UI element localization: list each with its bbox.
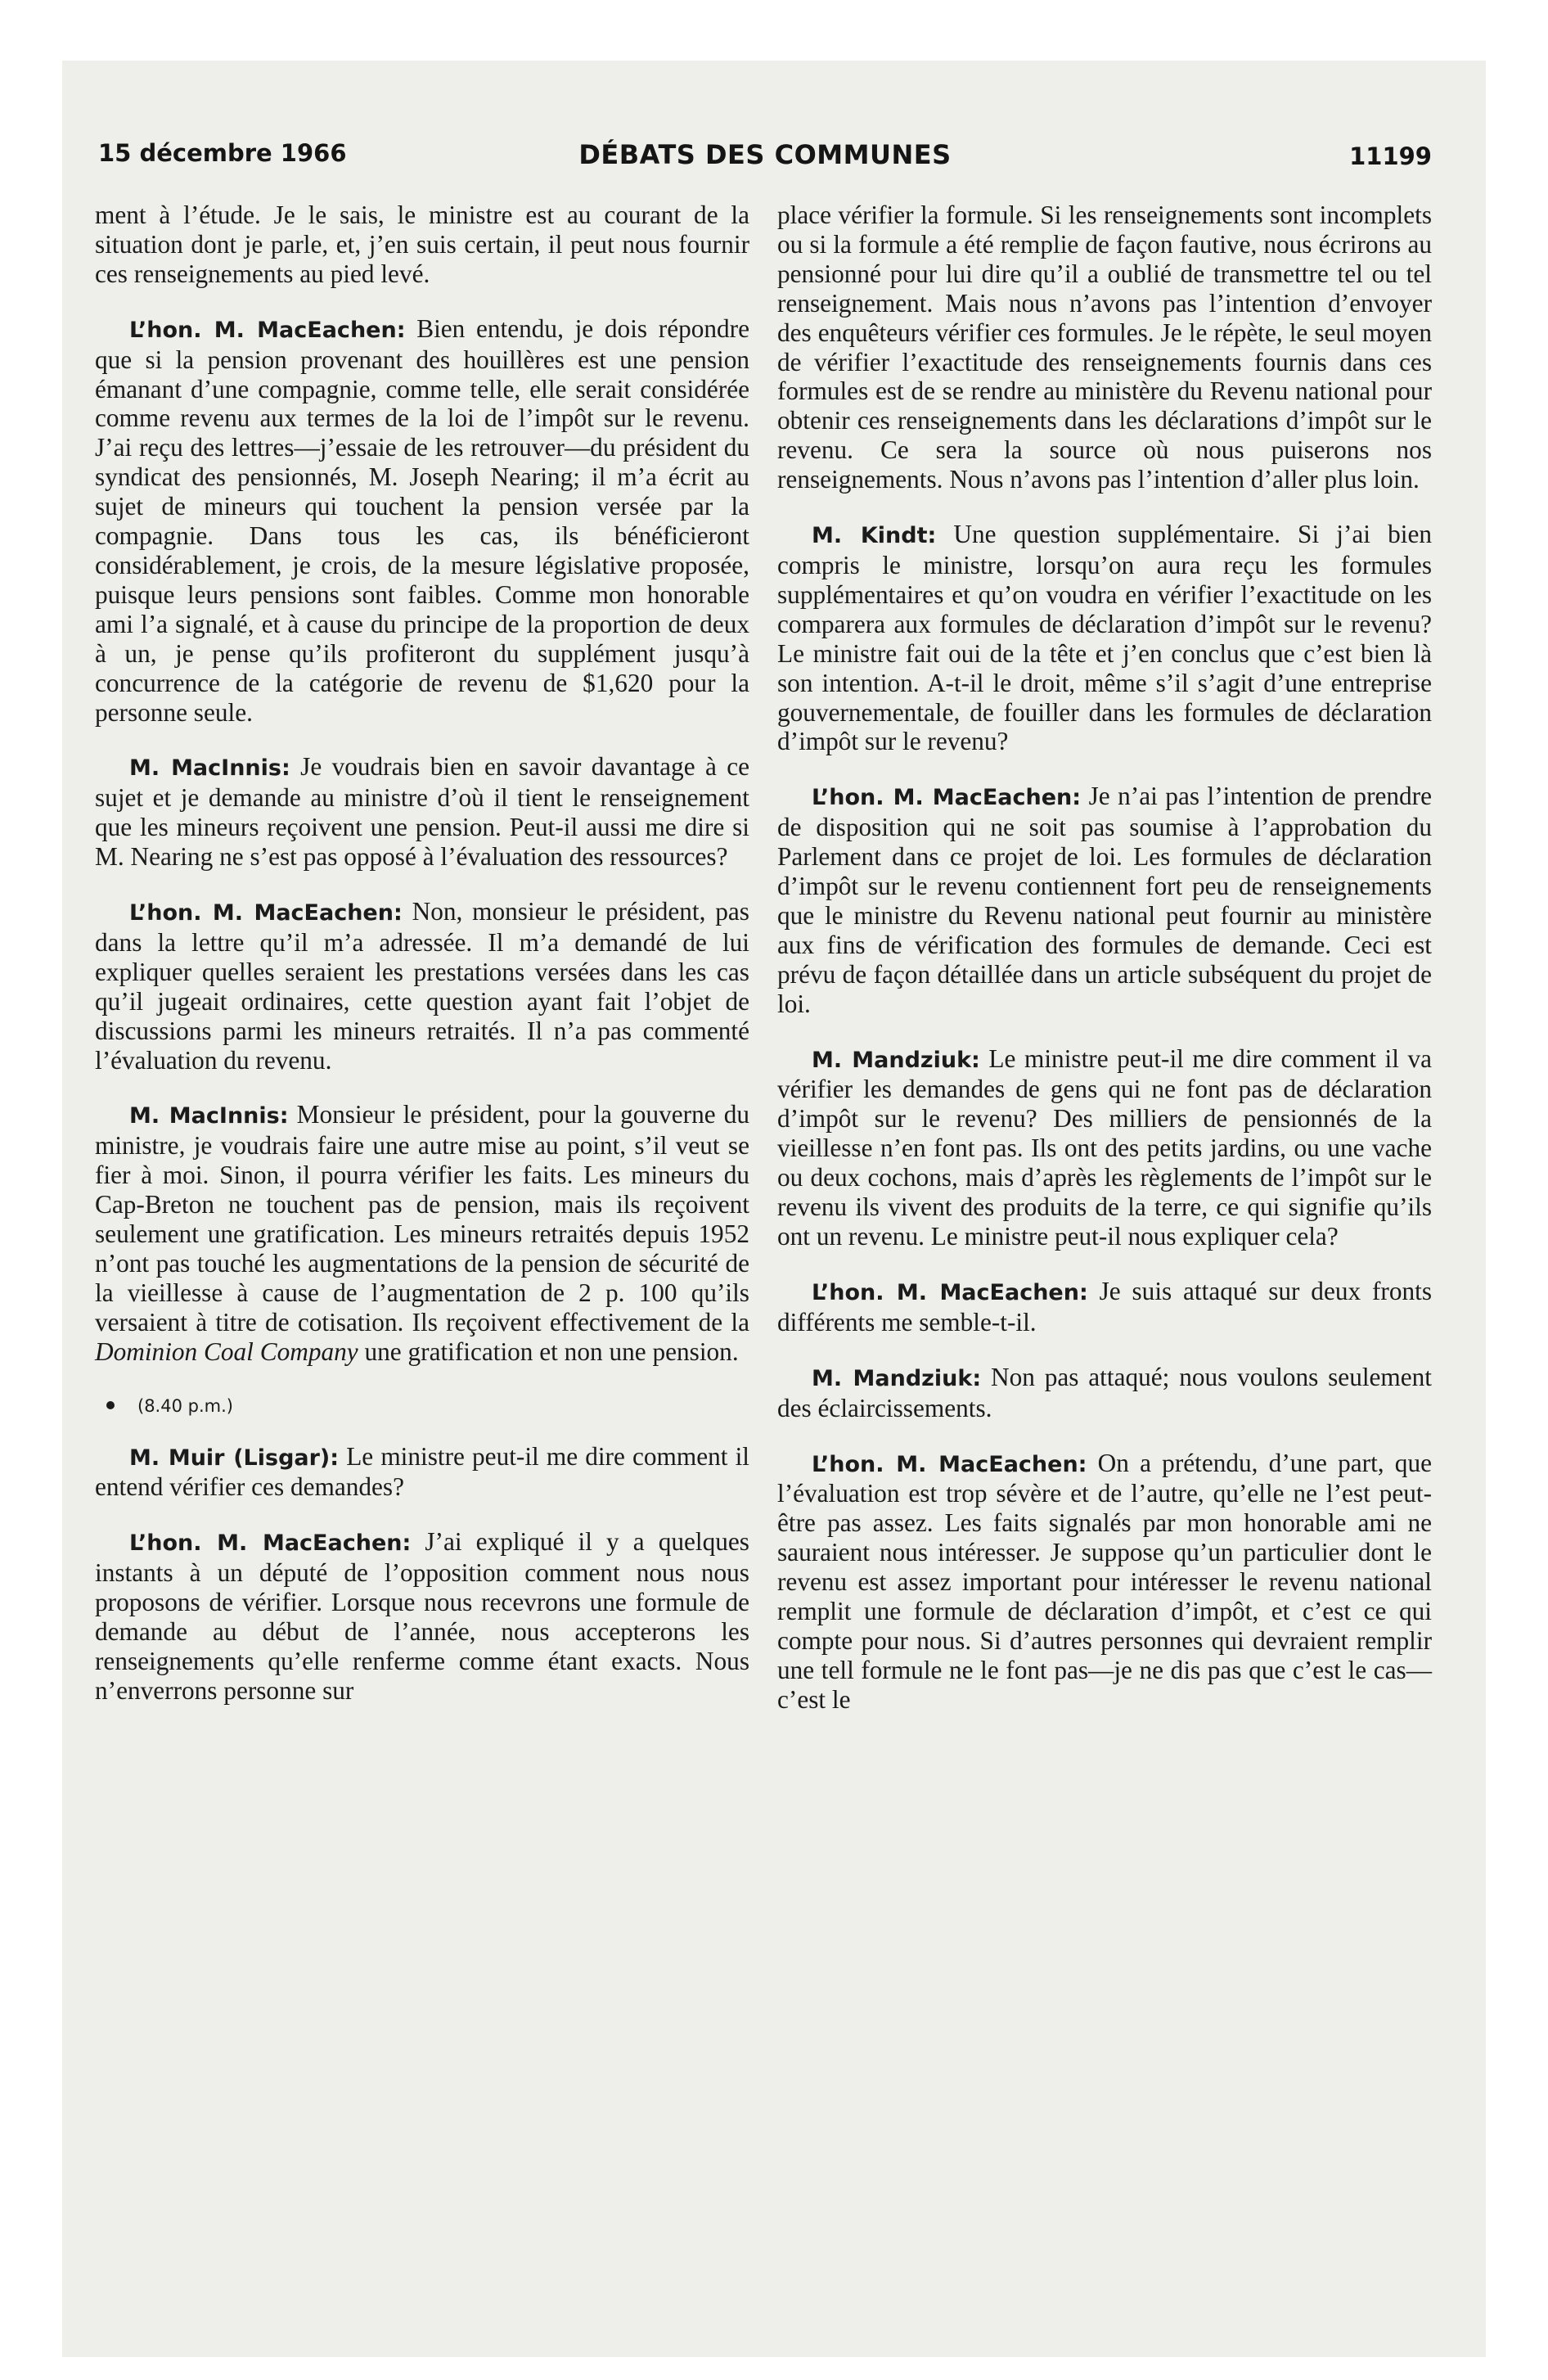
- speaker-name: L’hon. M. MacEachen:: [129, 1530, 412, 1557]
- left-column: [95, 201, 749, 1731]
- page-number: 11199: [1349, 142, 1432, 170]
- paragraph: [777, 520, 1432, 756]
- speech-text: Je n’ai pas l’intention de prendre de disposition qui ne soit pas soumise à l’approbation du Parlement dans ce projet de loi. Les formules de déclaration d’impôt sur le revenu contiennent fort peu de renseignements que le ministre du Revenu national peut fournir au ministère aux fins de vérification des formules de demande. Ceci est prévu de façon détaillée dans un article subséquent du projet de loi.: [777, 782, 1432, 1018]
- speech-text: une gratification et non une pension.: [358, 1336, 739, 1366]
- speech-text: Le ministre peut-il me dire comment il va vérifier les demandes de gens qui ne font pas de déclaration d’impôt sur le revenu? Des milliers de pensionnés de la vieillesse n’en font pas. Ils ont des petits jardins, ou une vache ou deux cochons, mais d’après les règlements de l’impôt sur le revenu ils vivent des produits de la terre, ce qui signifie qu’ils ont un revenu. Le ministre peut-il nous expliquer cela?: [777, 1044, 1432, 1251]
- header-date: 15 décembre 1966: [98, 139, 347, 167]
- paragraph: [777, 1044, 1432, 1251]
- paragraph: [95, 1100, 749, 1366]
- timestamp: [95, 1392, 749, 1422]
- speaker-name: M. MacInnis:: [129, 1103, 289, 1129]
- speaker-name: L’hon. M. MacEachen:: [812, 785, 1082, 811]
- paragraph: [777, 1277, 1432, 1337]
- paragraph: [95, 752, 749, 872]
- speaker-name: L’hon. M. MacEachen:: [129, 900, 403, 926]
- speech-text: Le ministre peut-il me dire comment il entend vérifier ces demandes?: [95, 1441, 749, 1502]
- paragraph: [95, 1442, 749, 1503]
- header-title: DÉBATS DES COMMUNES: [578, 139, 952, 170]
- speech-text: On a prétendu, d’une part, que l’évaluation est trop sévère et de l’autre, qu’elle ne l’est peut-être pas assez. Les faits signalés par mon honorable ami ne sauraient nous intéresser. Je suppose qu’un particulier dont le revenu est assez important pour intéresser le revenu national remplit une formule de déclaration d’impôt, et c’est ce qui compte pour nous. Si d’autres personnes qui devraient remplir une tell formule ne le font pas—je ne dis pas que c’est le cas—c’est le: [777, 1448, 1432, 1714]
- bullet-icon: [106, 1401, 115, 1409]
- paragraph: [95, 1527, 749, 1705]
- paragraph: ment à l’étude. Je le sais, le ministre est au courant de la situation dont je parle, et, j’en suis certain, il peut nous fournir ces renseignements au pied levé.: [95, 201, 749, 288]
- right-column: [777, 201, 1432, 1740]
- speech-text: Monsieur le président, pour la gouverne du ministre, je voudrais faire une autre mise au point, s’il veut se fier à moi. Sinon, il pourra vérifier les faits. Les mineurs du Cap-Breton ne touchent pas de pension, mais ils reçoivent seulement une gratification. Les mineurs retraités depuis 1952 n’ont pas touché les augmentations de la pension de sécurité de la vieillesse à cause de l’augmentation de 2 p. 100 qu’ils versaient à titre de cotisation. Ils reçoivent effectivement de la: [95, 1100, 750, 1336]
- paragraph: [95, 314, 749, 728]
- paragraph: place vérifier la formule. Si les renseignements sont incomplets ou si la formule a été remplie de façon fautive, nous écrirons au pensionné pour lui dire qu’il a oublié de transmettre tel ou tel renseignement. Mais nous n’avons pas l’intention d’envoyer des enquêteurs vérifier ces formules. Je le répète, le seul moyen de vérifier l’exactitude des renseignements fournis dans ces formules est de se rendre au ministère du Revenu national pour obtenir ces renseignements dans les déclarations d’impôt sur le revenu. Ce sera la source où nous puiserons nos renseignements. Nous n’avons pas l’intention d’aller plus loin.: [777, 201, 1432, 494]
- paragraph: [777, 1449, 1432, 1715]
- speaker-name: M. MacInnis:: [129, 755, 290, 782]
- speaker-name: L’hon. M. MacEachen:: [129, 317, 406, 343]
- paragraph: [777, 782, 1432, 1018]
- speech-text: Bien entendu, je dois répondre que si la pension provenant des houillères est une pension émanant d’une compagnie, comme telle, elle serait considérée comme revenu aux termes de la loi de l’impôt sur le revenu. J’ai reçu des lettres—j’essaie de les retrouver—du président du syndicat des pensionnés, M. Joseph Nearing; il m’a écrit au sujet de mineurs qui touchent la pension versée par la compagnie. Dans tous les cas, ils bénéficieront considérablement, je crois, de la mesure législative proposée, puisque leurs pensions sont faibles. Comme mon honorable ami l’a signalé, et à cause du principe de la proportion de deux à un, je pense qu’ils profiteront du supplément jusqu’à concurrence de la catégorie de revenu de $1,620 pour la personne seule.: [95, 313, 749, 727]
- speaker-name: M. Mandziuk:: [812, 1365, 982, 1391]
- speech-text: Je voudrais bien en savoir davantage à ce sujet et je demande au ministre d’où il tient le renseignement que les mineurs reçoivent une pension. Peut-il aussi me dire si M. Nearing ne s’est pas opposé à l’évaluation des ressources?: [95, 752, 749, 872]
- speech-text: Non, monsieur le président, pas dans la lettre qu’il m’a adressée. Il m’a demandé de lui expliquer quelles seraient les prestations versées dans les cas qu’il jugeait ordinaires, cette question ayant fait l’objet de discussions parmi les mineurs retraités. Il n’a pas commenté l’évaluation du revenu.: [95, 897, 749, 1075]
- speech-text: Une question supplémentaire. Si j’ai bien compris le ministre, lorsqu’on aura reçu les formules supplémentaires et qu’on voudra en vérifier l’exactitude on les comparera aux formules de déclaration d’impôt sur le revenu? Le ministre fait oui de la tête et j’en conclus que c’est bien là son intention. A-t-il le droit, même s’il s’agit d’une entreprise gouvernementale, de fouiller dans les formules de déclaration d’impôt sur le revenu?: [777, 520, 1432, 756]
- company-name: Dominion Coal Company: [95, 1336, 358, 1366]
- speaker-name: M. Kindt:: [812, 523, 937, 549]
- speaker-name: L’hon. M. MacEachen:: [812, 1279, 1088, 1305]
- speaker-name: L’hon. M. MacEachen:: [812, 1451, 1087, 1477]
- page-header: [98, 139, 1432, 180]
- paragraph: [95, 897, 749, 1075]
- speech-text: Je suis attaqué sur deux fronts différents me semble-t-il.: [777, 1276, 1432, 1336]
- timestamp-text: (8.40 p.m.): [137, 1395, 233, 1416]
- speech-text: J’ai expliqué il y a quelques instants à un député de l’opposition comment nous nous proposons de vérifier. Lorsque nous recevrons une formule de demande au début de l’année, nous accepterons les renseignements qu’elle renferme comme étant exacts. Nous n’enverrons personne sur: [95, 1527, 749, 1705]
- speech-text: Non pas attaqué; nous voulons seulement des éclaircissements.: [777, 1362, 1433, 1422]
- speaker-name: M. Mandziuk:: [812, 1047, 980, 1073]
- speaker-name: M. Muir (Lisgar):: [129, 1445, 340, 1471]
- paragraph: [777, 1363, 1432, 1423]
